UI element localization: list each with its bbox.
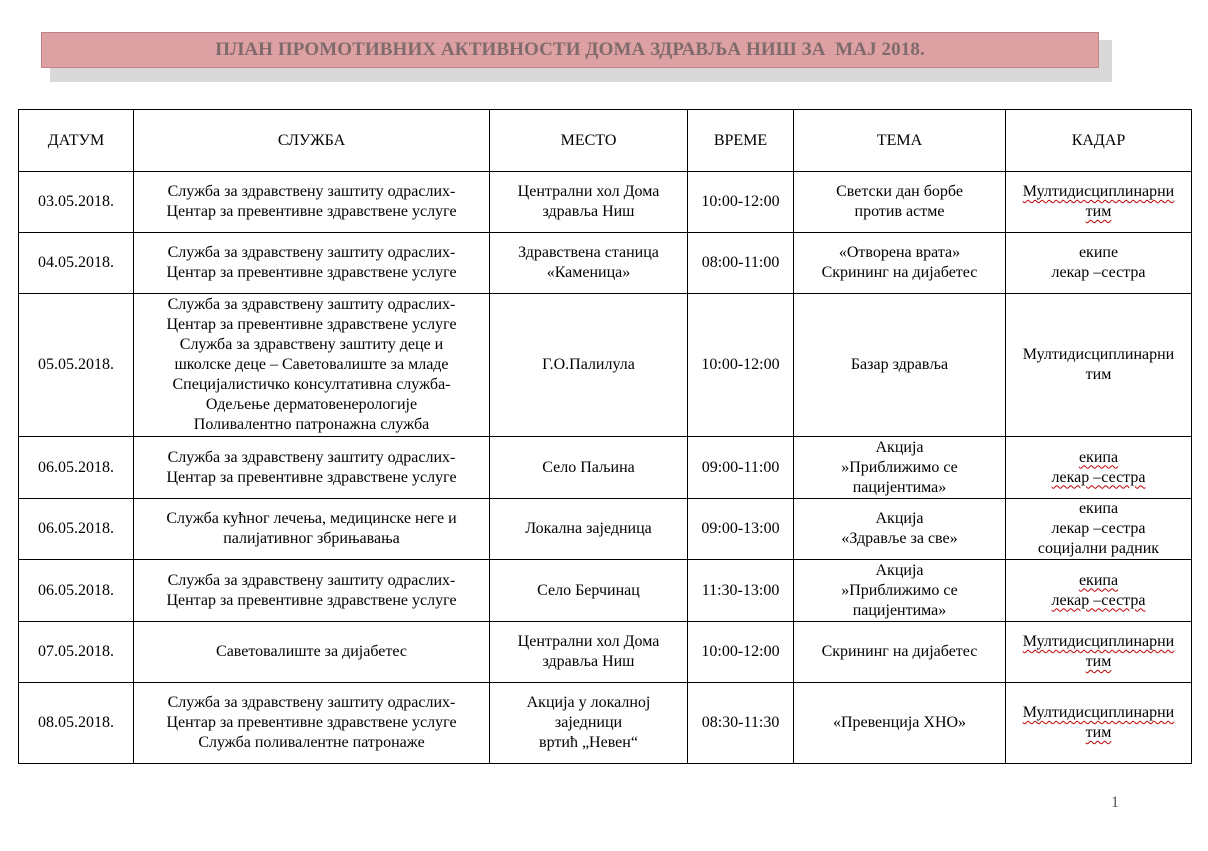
cell-staff	[1006, 233, 1192, 294]
cell-staff	[1006, 437, 1192, 499]
place-line: Г.О.Палилула	[542, 356, 635, 373]
place-line: Локална заједница	[525, 520, 652, 537]
staff-line	[1010, 182, 1187, 202]
col-header-place: МЕСТО	[490, 110, 688, 172]
staff-line: тим	[1085, 366, 1112, 383]
cell-topic	[794, 560, 1006, 622]
cell-place	[490, 560, 688, 622]
service-line: Служба за здравствену заштиту одраслих-	[167, 244, 456, 261]
topic-line: Скрининг на дијабетес	[821, 643, 978, 660]
cell-place	[490, 437, 688, 499]
service-line: Центар за превентивне здравствене услуге	[166, 591, 457, 609]
cell-staff	[1006, 294, 1192, 437]
service-line: Служба за здравствену заштиту деце и	[179, 336, 444, 353]
staff-line-text: екипа	[1078, 571, 1119, 589]
place-line: Централни хол Дома	[517, 183, 660, 200]
topic-line: «Здравље за све»	[841, 530, 958, 547]
service-line: школске деце – Саветовалиште за младе	[174, 356, 449, 373]
col-header-topic: ТЕМА	[794, 110, 1006, 172]
cell-place	[490, 172, 688, 233]
cell-staff	[1006, 622, 1192, 683]
col-header-time: ВРЕМЕ	[688, 110, 794, 172]
staff-line	[1010, 448, 1187, 468]
cell-time: 11:30-13:00	[688, 560, 794, 622]
service-line: Служба за здравствену заштиту одраслих-	[167, 694, 456, 711]
table-row	[19, 437, 1192, 499]
table-row	[19, 499, 1192, 560]
cell-topic	[794, 683, 1006, 764]
cell-service	[134, 233, 490, 294]
staff-line-text: тим	[1085, 653, 1112, 670]
cell-time: 10:00-12:00	[688, 622, 794, 683]
topic-line: Акција	[875, 510, 924, 527]
staff-line-text: Мултидисциплинарни	[1022, 633, 1175, 650]
staff-line: социјални радник	[1037, 540, 1160, 557]
cell-staff	[1006, 172, 1192, 233]
cell-staff	[1006, 560, 1192, 622]
staff-line-text: тим	[1085, 203, 1112, 220]
staff-line: лекар –сестра	[1051, 520, 1146, 537]
staff-line	[1010, 632, 1187, 652]
cell-place	[490, 622, 688, 683]
place-line: вртић „Невен“	[539, 734, 638, 751]
cell-topic	[794, 437, 1006, 499]
service-line: Центар за превентивне здравствене услуге	[166, 714, 457, 731]
cell-staff	[1006, 683, 1192, 764]
staff-line-text: лекар –сестра	[1051, 468, 1146, 486]
topic-line: «Превенција ХНО»	[832, 714, 967, 731]
header-row	[19, 110, 1192, 172]
topic-line: »Приближимо се	[841, 581, 958, 599]
staff-line-text: лекар –сестра	[1051, 591, 1146, 609]
place-line: Централни хол Дома	[517, 633, 660, 650]
cell-date: 04.05.2018.	[19, 233, 134, 294]
table-row	[19, 560, 1192, 622]
place-line: «Каменица»	[546, 264, 631, 281]
service-line: Специјалистичко консултативна служба-	[172, 376, 451, 393]
cell-time: 10:00-12:00	[688, 172, 794, 233]
cell-place	[490, 233, 688, 294]
cell-topic	[794, 499, 1006, 560]
page-title: ПЛАН ПРОМОТИВНИХ АКТИВНОСТИ ДОМА ЗДРАВЉА НИШ ЗА МАЈ 2018.	[215, 39, 925, 60]
cell-service	[134, 622, 490, 683]
topic-line: Акција	[875, 438, 924, 456]
service-line: Поливалентно патронажна служба	[193, 416, 430, 433]
staff-line-text: Мултидисциплинарни	[1022, 704, 1175, 721]
staff-line	[1010, 703, 1187, 723]
staff-line-text: екипа	[1078, 448, 1119, 466]
place-line: здравља Ниш	[542, 653, 635, 670]
service-line: Одељење дерматовенерологије	[205, 396, 418, 413]
service-line: Служба за здравствену заштиту одраслих-	[167, 571, 456, 589]
staff-line-text: тим	[1085, 724, 1112, 741]
cell-place	[490, 294, 688, 437]
cell-service	[134, 437, 490, 499]
cell-place	[490, 683, 688, 764]
service-line: Служба поливалентне патронаже	[198, 734, 425, 751]
service-line: Центар за превентивне здравствене услуге	[166, 316, 457, 333]
table-row	[19, 683, 1192, 764]
cell-service	[134, 683, 490, 764]
cell-service	[134, 560, 490, 622]
place-line: Акција у локалној	[526, 694, 651, 711]
place-line: Село Паљина	[542, 458, 635, 476]
title-banner	[41, 32, 1099, 68]
staff-line: лекар –сестра	[1051, 264, 1146, 281]
cell-date: 05.05.2018.	[19, 294, 134, 437]
cell-staff	[1006, 499, 1192, 560]
service-line: палијативног збрињавања	[223, 530, 400, 547]
cell-date: 03.05.2018.	[19, 172, 134, 233]
col-header-staff: КАДАР	[1006, 110, 1192, 172]
place-line: заједници	[554, 714, 623, 731]
cell-time: 08:00-11:00	[688, 233, 794, 294]
cell-service	[134, 499, 490, 560]
service-line: Служба за здравствену заштиту одраслих-	[167, 296, 456, 313]
col-header-service: СЛУЖБА	[134, 110, 490, 172]
cell-date: 06.05.2018.	[19, 499, 134, 560]
service-line: Саветовалиште за дијабетес	[216, 643, 407, 660]
cell-topic	[794, 233, 1006, 294]
staff-line-text: Мултидисциплинарни	[1022, 183, 1175, 200]
staff-line	[1010, 202, 1187, 222]
service-line: Центар за превентивне здравствене услуге	[166, 203, 457, 220]
cell-time: 09:00-13:00	[688, 499, 794, 560]
table-row	[19, 622, 1192, 683]
place-line: Здравствена станица	[518, 244, 659, 261]
staff-line	[1010, 652, 1187, 672]
cell-date: 08.05.2018.	[19, 683, 134, 764]
cell-service	[134, 172, 490, 233]
service-line: Служба за здравствену заштиту одраслих-	[167, 448, 456, 466]
service-line: Служба за здравствену заштиту одраслих-	[167, 183, 456, 200]
table-row	[19, 172, 1192, 233]
schedule-table	[18, 109, 1192, 764]
topic-line: Скрининг на дијабетес	[821, 264, 978, 281]
staff-line	[1010, 591, 1187, 611]
cell-service	[134, 294, 490, 437]
table-row	[19, 294, 1192, 437]
cell-date: 06.05.2018.	[19, 437, 134, 499]
place-line: Село Берчинац	[537, 581, 640, 599]
staff-line: екипе	[1078, 244, 1119, 261]
page-number: 1	[1111, 794, 1119, 811]
cell-topic	[794, 172, 1006, 233]
place-line: здравља Ниш	[542, 203, 635, 220]
cell-time: 10:00-12:00	[688, 294, 794, 437]
topic-line: пацијентима»	[852, 601, 947, 619]
service-line: Центар за превентивне здравствене услуге	[166, 264, 457, 281]
staff-line	[1010, 468, 1187, 488]
staff-line: Мултидисциплинарни	[1022, 346, 1175, 363]
topic-line: »Приближимо се	[841, 458, 958, 476]
cell-date: 07.05.2018.	[19, 622, 134, 683]
topic-line: «Отворена врата»	[838, 244, 961, 261]
cell-time: 09:00-11:00	[688, 437, 794, 499]
topic-line: Светски дан борбе	[836, 183, 963, 200]
cell-topic	[794, 294, 1006, 437]
staff-line	[1010, 723, 1187, 743]
topic-line: против астме	[854, 203, 945, 220]
col-header-date: ДАТУМ	[19, 110, 134, 172]
topic-line: Акција	[875, 561, 924, 579]
cell-time: 08:30-11:30	[688, 683, 794, 764]
staff-line: екипа	[1078, 500, 1119, 517]
topic-line: Базар здравља	[850, 356, 949, 373]
table-row	[19, 233, 1192, 294]
cell-date: 06.05.2018.	[19, 560, 134, 622]
service-line: Центар за превентивне здравствене услуге	[166, 468, 457, 486]
cell-place	[490, 499, 688, 560]
staff-line	[1010, 571, 1187, 591]
service-line: Служба кућног лечења, медицинске неге и	[166, 510, 457, 527]
cell-topic	[794, 622, 1006, 683]
topic-line: пацијентима»	[852, 478, 947, 496]
